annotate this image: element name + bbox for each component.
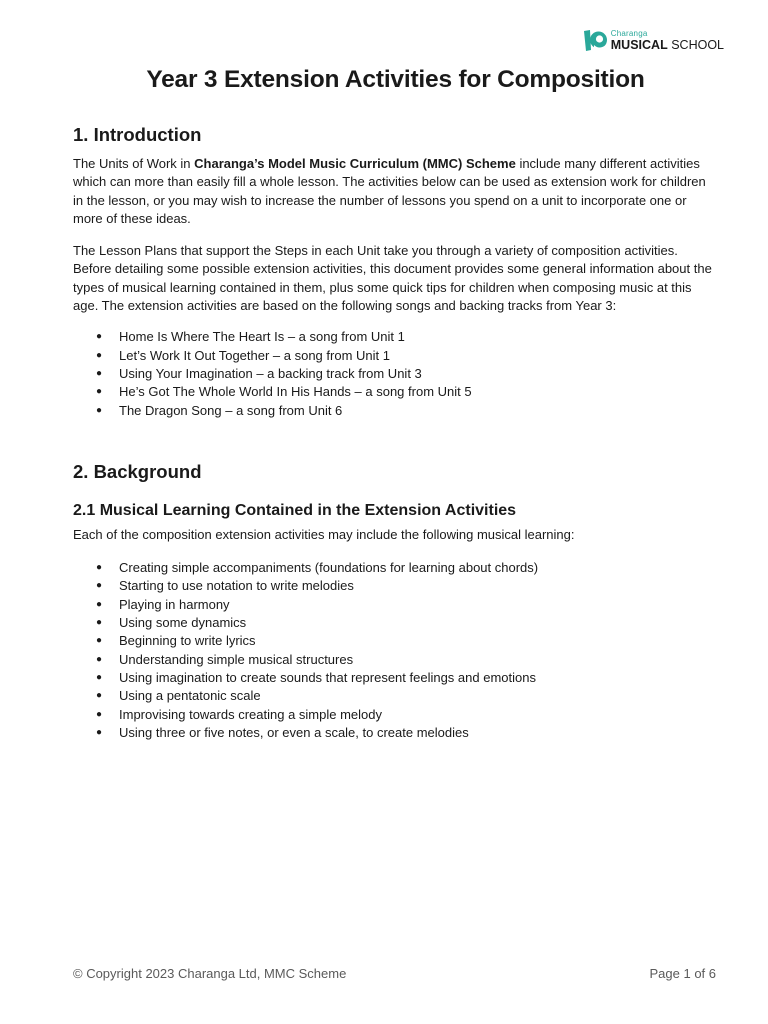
charanga-logo-icon — [582, 28, 608, 54]
musical-learning-heading: 2.1 Musical Learning Contained in the Extension Activities — [73, 501, 517, 519]
intro-p1-end: include many different activities which can more than easily fill a whole lesson. The activities below can be used as extension work for children in the lesson, or you may wish to increase the number of lessons you spend on a unit to incorporate one or more of these ideas. — [73, 156, 706, 226]
list-item: ● Understanding simple musical structures — [73, 651, 718, 669]
introduction-paragraph-1 — [73, 155, 718, 228]
copyright-text: © Copyright 2023 Charanga Ltd, MMC Scheme — [73, 966, 347, 981]
document-body — [73, 66, 718, 742]
brand-name — [611, 39, 724, 52]
list-item: ● Home Is Where The Heart Is – a song from Unit 1 — [73, 328, 718, 346]
brand-logo — [582, 28, 724, 54]
page-title: Year 3 Extension Activities for Composition — [146, 66, 645, 93]
musical-learning-paragraph: Each of the composition extension activities may include the following musical learning: — [73, 526, 575, 542]
list-item: ● Using imagination to create sounds that represent feelings and emotions — [73, 669, 718, 687]
list-item: ● Let’s Work It Out Together – a song from Unit 1 — [73, 347, 718, 365]
musical-learning-list — [73, 559, 718, 742]
list-item: ● Beginning to write lyrics — [73, 632, 718, 650]
background-heading: 2. Background — [73, 460, 202, 482]
introduction-heading: 1. Introduction — [73, 124, 202, 145]
intro-p1-scheme-name: Charanga’s Model Music Curriculum (MMC) Scheme — [194, 156, 516, 171]
list-item: ● Using Your Imagination – a backing track from Unit 3 — [73, 365, 718, 383]
songs-list — [73, 328, 718, 419]
list-item: ● Improvising towards creating a simple melody — [73, 706, 718, 724]
intro-p1-start: The Units of Work in — [73, 156, 195, 171]
list-item: ● He’s Got The Whole World In His Hands – a song from Unit 5 — [73, 383, 718, 401]
brand-school: SCHOOL — [671, 38, 724, 53]
list-item: ● Using a pentatonic scale — [73, 687, 718, 705]
list-item: ● The Dragon Song – a song from Unit 6 — [73, 402, 718, 420]
list-item: ● Playing in harmony — [73, 596, 718, 614]
list-item: ● Starting to use notation to write melodies — [73, 577, 718, 595]
introduction-paragraph-2: The Lesson Plans that support the Steps in each Unit take you through a variety of composition activities. Before detailing some possible extension activities, this document provides some general information about the types of musical learning contained in them, plus some quick tips for children when composing music at this age. The extension activities are based on the following songs and backing tracks from Year 3: — [73, 243, 712, 314]
brand-musical: MUSICAL — [610, 38, 668, 53]
list-item: ● Using three or five notes, or even a scale, to create melodies — [73, 724, 718, 742]
list-item: ● Using some dynamics — [73, 614, 718, 632]
page-footer — [73, 966, 716, 981]
brand-small-text: Charanga — [610, 29, 648, 39]
page-number: Page 1 of 6 — [649, 966, 716, 981]
list-item: ● Creating simple accompaniments (foundations for learning about chords) — [73, 559, 718, 577]
